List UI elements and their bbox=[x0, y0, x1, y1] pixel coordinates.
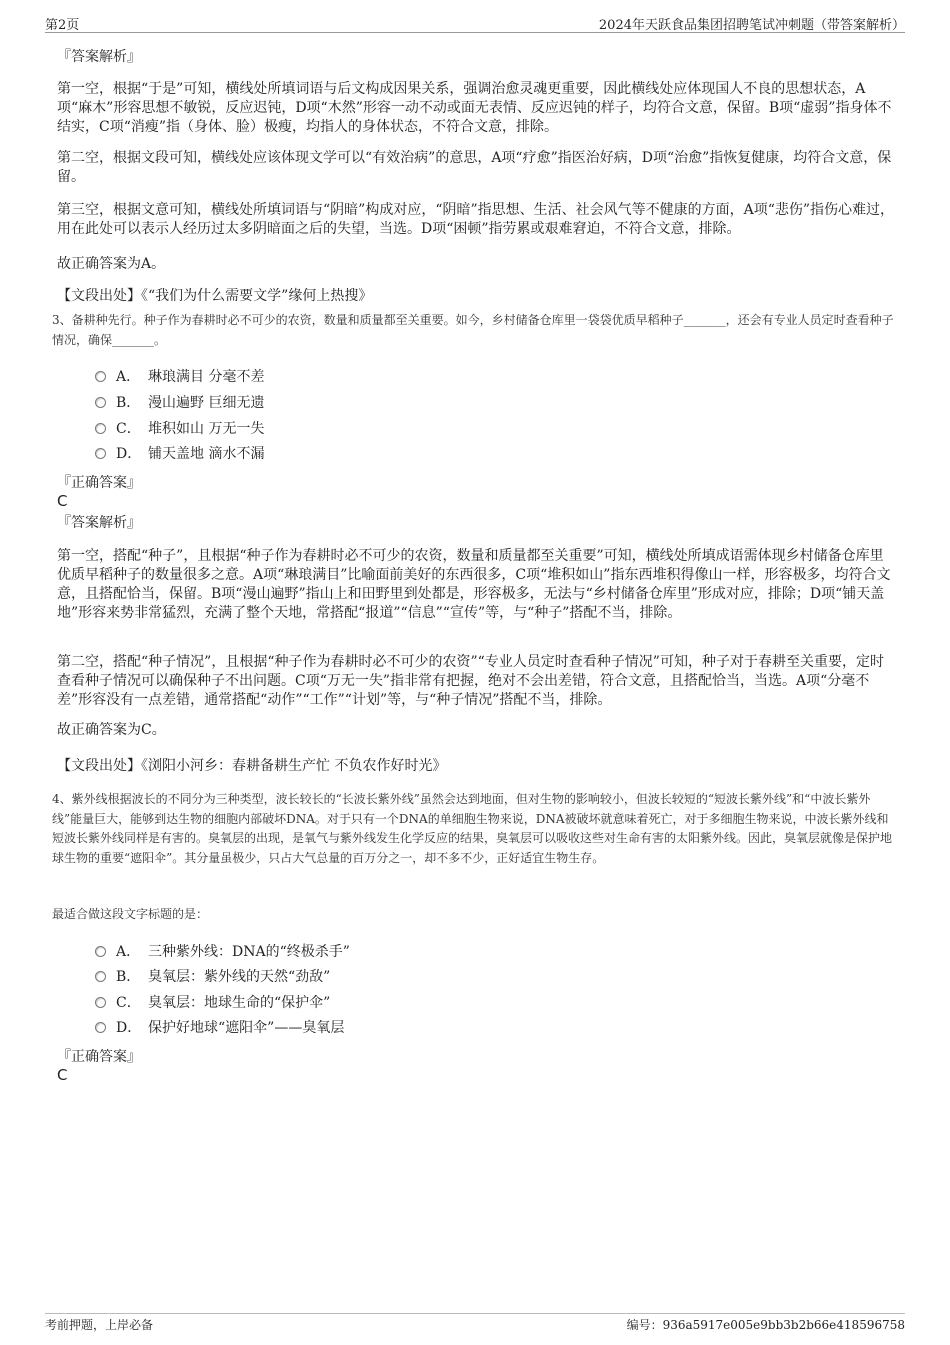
q2-source: 【文段出处】《“我们为什么需要文学”缘何上热搜》 bbox=[57, 288, 373, 304]
q3-answer: C bbox=[57, 492, 68, 510]
q4-option-c[interactable]: C． 臭氧层：地球生命的“保护伞” bbox=[95, 993, 330, 1013]
q3-analysis-label: 『答案解析』 bbox=[57, 515, 141, 531]
radio-icon[interactable] bbox=[95, 971, 106, 982]
page-footer bbox=[45, 1313, 905, 1336]
radio-icon[interactable] bbox=[95, 448, 106, 459]
q3-option-d[interactable]: D． 铺天盖地 滴水不漏 bbox=[95, 444, 264, 464]
page-number: 第2页 bbox=[45, 18, 80, 33]
q2-conclusion: 故正确答案为A。 bbox=[57, 256, 166, 272]
q4-option-a[interactable]: A． 三种紫外线：DNA的“终极杀手” bbox=[95, 942, 350, 962]
radio-icon[interactable] bbox=[95, 397, 106, 408]
radio-icon[interactable] bbox=[95, 1022, 106, 1033]
q4-option-b[interactable]: B． 臭氧层：紫外线的天然“劲敌” bbox=[95, 967, 330, 987]
q2-analysis-label: 『答案解析』 bbox=[57, 49, 141, 65]
radio-icon[interactable] bbox=[95, 423, 106, 434]
document-id: 编号：936a5917e005e9bb3b2b66e418596758 bbox=[626, 1318, 905, 1332]
q4-answer-label: 『正确答案』 bbox=[57, 1049, 141, 1065]
q3-conclusion: 故正确答案为C。 bbox=[57, 722, 166, 738]
q4-answer: C bbox=[57, 1066, 68, 1084]
q4-option-d[interactable]: D． 保护好地球“遮阳伞”——臭氧层 bbox=[95, 1018, 344, 1038]
radio-icon[interactable] bbox=[95, 997, 106, 1008]
q4-passage: 4、紫外线根据波长的不同分为三种类型，波长较长的“长波长紫外线”虽然会达到地面，但对生物的影响较小，但波长较短的“短波长紫外线”和“中波长紫外线”能量巨大，能够到达生物的细胞内部破坏DNA。对于只有一个DNA的单细胞生物来说，DNA被破坏就意味着死亡，对于多细胞生物来说，中波长紫外线和短波长紫外线同样是有害的。臭氧层的出现，是氧气与紫外线发生化学反应的结果，臭氧层可以吸收这些对生命有害的太阳紫外线。因此，臭氧层就像是保护地球生物的重要“遮阳伞”。其分量虽极少，只占大气总量的百万分之一，却不多不少，正好适宜生物生存。 bbox=[52, 792, 893, 865]
q3-option-a[interactable]: A． 琳琅满目 分毫不差 bbox=[95, 367, 264, 387]
q3-analysis-p1: 第一空，搭配“种子”，且根据“种子作为春耕时必不可少的农资，数量和质量都至关重要”可知，横线处所填成语需体现乡村储备仓库里优质早稻种子的数量很多之意。A项“琳琅满目”比喻面前美好的东西很多，C项“堆积如山”指东西堆积得像山一样，形容极多，均符合文意，且搭配恰当，保留。B项“漫山遍野”指山上和田野里到处都是，形容极多，无法与“乡村储备仓库里”形成对应，排除；D项“铺天盖地”形容来势非常猛烈，充满了整个天地，常搭配“报道”“信息”“宣传”等，与“种子”搭配不当，排除。 bbox=[57, 548, 891, 621]
q4-question: 最适合做这段文字标题的是： bbox=[52, 907, 209, 921]
document-title: 2024年天跃食品集团招聘笔试冲刺题（带答案解析） bbox=[598, 18, 905, 33]
q2-analysis-p1: 第一空，根据“于是”可知，横线处所填词语与后文构成因果关系，强调治愈灵魂更重要，因此横线处应体现国人不良的思想状态，A项“麻木”形容思想不敏锐，反应迟钝，D项“木然”形容一动不动或面无表情、反应迟钝的样子，均符合文意，保留。B项“虚弱”指身体不结实，C项“消瘦”指（身体、脸）极瘦，均指人的身体状态，不符合文意，排除。 bbox=[57, 81, 892, 135]
q3-source: 【文段出处】《浏阳小河乡：春耕备耕生产忙 不负农作好时光》 bbox=[57, 758, 447, 774]
q3-option-b[interactable]: B． 漫山遍野 巨细无遗 bbox=[95, 393, 264, 413]
footer-slogan: 考前押题，上岸必备 bbox=[45, 1318, 154, 1332]
radio-icon[interactable] bbox=[95, 371, 106, 382]
q3-question: 3、备耕种先行。种子作为春耕时必不可少的农资，数量和质量都至关重要。如今，乡村储备仓库里一袋袋优质早稻种子_______，还会有专业人员定时查看种子情况，确保_______。 bbox=[52, 313, 894, 347]
page-header bbox=[45, 12, 905, 33]
q3-answer-label: 『正确答案』 bbox=[57, 475, 141, 491]
q2-analysis-p2: 第二空，根据文段可知，横线处应该体现文学可以“有效治病”的意思，A项“疗愈”指医治好病，D项“治愈”指恢复健康，均符合文意，保留。 bbox=[57, 150, 892, 185]
q3-analysis-p2: 第二空，搭配“种子情况”，且根据“种子作为春耕时必不可少的农资”“专业人员定时查看种子情况”可知，种子对于春耕至关重要，定时查看种子情况可以确保种子不出问题。C项“万无一失”指非常有把握，绝对不会出差错，符合文意，且搭配恰当，当选。A项“分毫不差”形容没有一点差错，通常搭配“动作”“工作”“计划”等，与“种子情况”搭配不当，排除。 bbox=[57, 654, 884, 708]
q2-analysis-p3: 第三空，根据文意可知，横线处所填词语与“阴暗”构成对应，“阴暗”指思想、生活、社会风气等不健康的方面，A项“悲伤”指伤心难过，用在此处可以表示人经历过太多阴暗面之后的失望，当选。D项“困顿”指劳累或艰难窘迫，不符合文意，排除。 bbox=[57, 202, 895, 237]
radio-icon[interactable] bbox=[95, 946, 106, 957]
q3-option-c[interactable]: C． 堆积如山 万无一失 bbox=[95, 419, 264, 439]
